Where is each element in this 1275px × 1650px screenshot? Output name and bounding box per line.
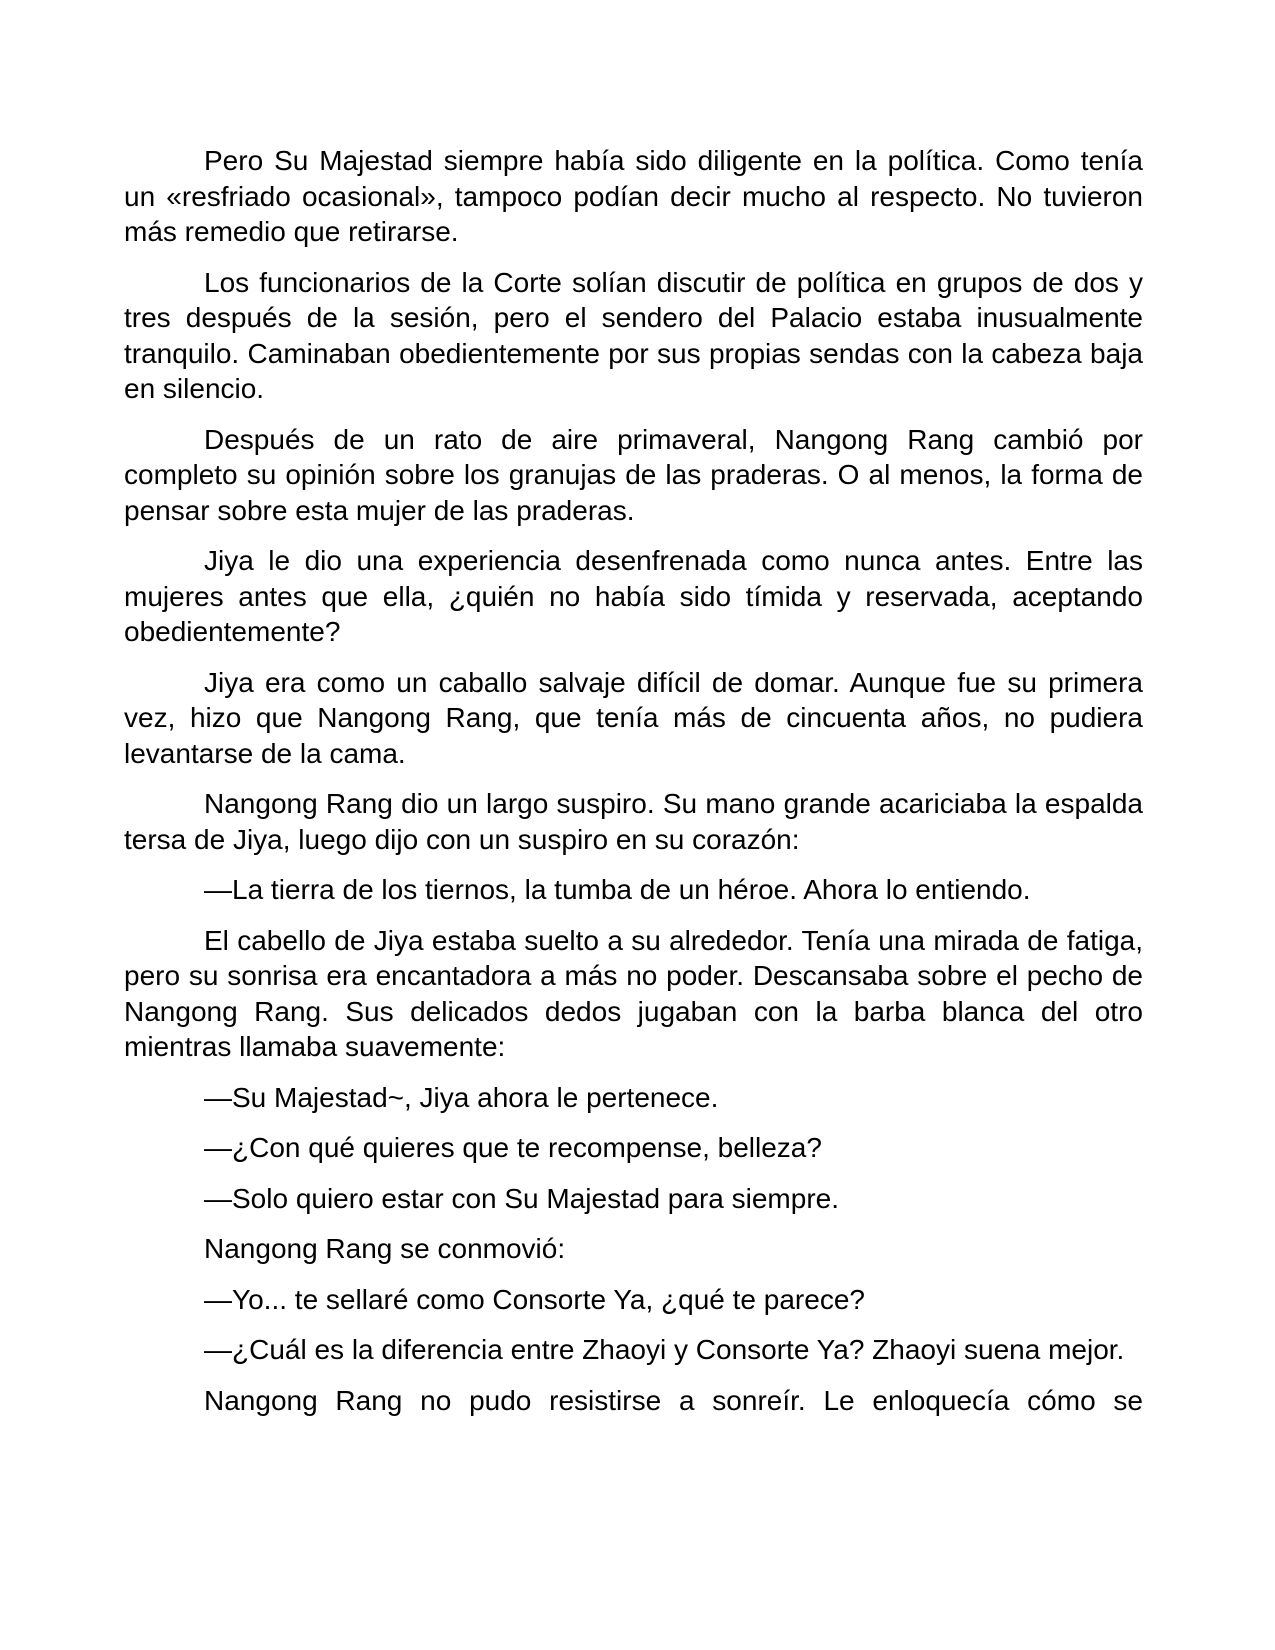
paragraph-2: Los funcionarios de la Corte solían discutir de política en grupos de dos y tres después de la sesión, pero el sendero del Palacio estaba inusualmente tranquilo. Caminaban obedientemente por sus propias sendas con la cabeza baja en silencio. [124, 266, 1143, 404]
paragraph-15: Nangong Rang no pudo resistirse a sonreír. Le enloquecía cómo se [204, 1384, 1143, 1416]
paragraph-6: Nangong Rang dio un largo suspiro. Su mano grande acariciaba la espalda tersa de Jiya, luego dijo con un suspiro en su corazón: [124, 788, 1143, 855]
paragraph-4: Jiya le dio una experiencia desenfrenada como nunca antes. Entre las mujeres antes que ella, ¿quién no había sido tímida y reservada, aceptando obedientemente? [124, 545, 1143, 647]
paragraph-7: —La tierra de los tiernos, la tumba de un héroe. Ahora lo entiendo. [204, 874, 1031, 905]
paragraph-5: Jiya era como un caballo salvaje difícil de domar. Aunque fue su primera vez, hizo que Nangong Rang, que tenía más de cincuenta años, no pudiera levantarse de la cama. [124, 666, 1143, 769]
paragraph-12: Nangong Rang se conmovió: [204, 1233, 566, 1264]
paragraph-3: Después de un rato de aire primaveral, Nangong Rang cambió por completo su opinión sobre los granujas de las praderas. O al menos, la forma de pensar sobre esta mujer de las praderas. [124, 423, 1143, 526]
paragraph-11: —Solo quiero estar con Su Majestad para siempre. [204, 1182, 839, 1214]
paragraph-1: Pero Su Majestad siempre había sido diligente en la política. Como tenía un «resfriado ocasional», tampoco podían decir mucho al respecto. No tuvieron más remedio que retirarse. [124, 145, 1143, 247]
paragraph-10: —¿Con qué quieres que te recompense, belleza? [204, 1132, 822, 1163]
document-page [124, 143, 1143, 1418]
paragraph-9: —Su Majestad~, Jiya ahora le pertenece. [204, 1081, 719, 1113]
paragraph-14: —¿Cuál es la diferencia entre Zhaoyi y Consorte Ya? Zhaoyi suena mejor. [204, 1334, 1125, 1365]
paragraph-8: El cabello de Jiya estaba suelto a su alrededor. Tenía una mirada de fatiga, pero su sonrisa era encantadora a más no poder. Descansaba sobre el pecho de Nangong Rang. Sus delicados dedos jugaban con la barba blanca del otro mientras llamaba suavemente: [124, 924, 1143, 1062]
paragraph-13: —Yo... te sellaré como Consorte Ya, ¿qué te parece? [204, 1283, 865, 1315]
